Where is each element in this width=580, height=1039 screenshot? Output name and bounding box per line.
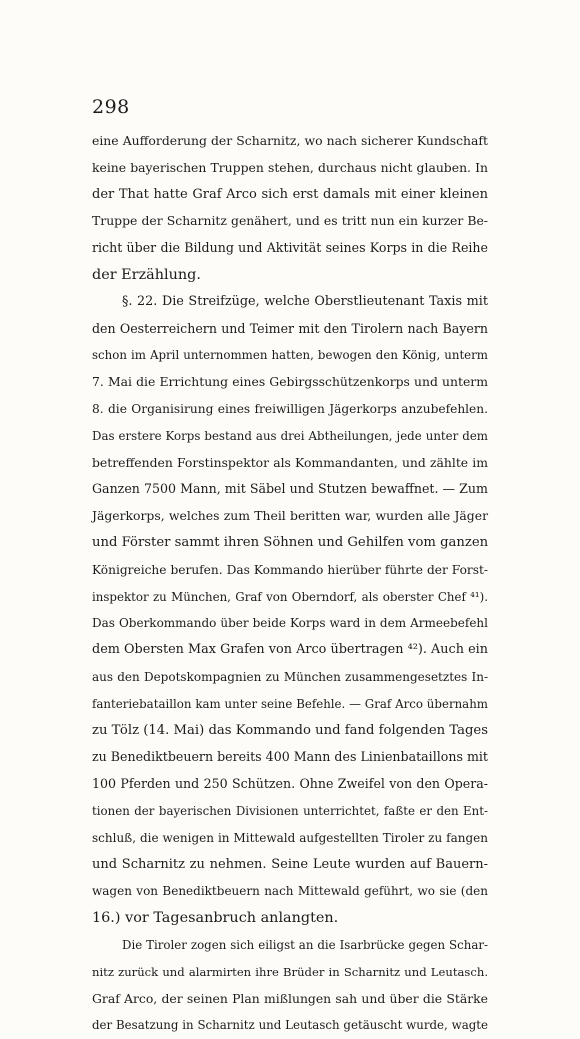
- text-line: 8. die Organisirung eines freiwilligen Jägerkorps anzubefehlen.: [92, 401, 488, 416]
- text-line: betreffenden Forstinspektor als Kommandanten, und zählte im: [92, 454, 488, 470]
- text-line: schluß, die wenigen in Mittewald aufgestellten Tiroler zu fangen: [92, 830, 488, 845]
- text-line: richt über die Bildung und Aktivität seines Korps in die Reihe: [92, 240, 488, 256]
- text-line: Jägerkorps, welches zum Theil beritten war, wurden alle Jäger: [92, 508, 488, 524]
- text-line: fanteriebataillon kam unter seine Befehle. — Graf Arco übernahm: [92, 696, 488, 711]
- text-line: Ganzen 7500 Mann, mit Säbel und Stutzen bewaffnet. — Zum: [92, 481, 488, 497]
- text-line: Das Oberkommando über beide Korps ward in dem Armeebefehl: [92, 616, 488, 631]
- text-line: zu Benediktbeuern bereits 400 Mann des Linienbataillons mit: [92, 749, 488, 765]
- section-heading-line: §. 22. Die Streifzüge, welche Oberstlieutenant Taxis mit: [122, 293, 488, 309]
- text-line: 100 Pferden und 250 Schützen. Ohne Zweifel von den Opera-: [92, 776, 488, 792]
- text-line: und Scharnitz zu nehmen. Seine Leute wurden auf Bauern-: [92, 856, 488, 872]
- page-number: 298: [92, 96, 130, 118]
- text-line: inspektor zu München, Graf von Oberndorf, als oberster Chef ⁴¹).: [92, 589, 488, 604]
- text-line: zu Tölz (14. Mai) das Kommando und fand folgenden Tages: [92, 722, 488, 738]
- text-line: nitz zurück und alarmirten ihre Brüder in Scharnitz und Leutasch.: [92, 964, 488, 979]
- text-line: der Erzählung.: [92, 266, 201, 283]
- text-line: eine Aufforderung der Scharnitz, wo nach sicherer Kundschaft: [92, 133, 488, 148]
- text-line: tionen der bayerischen Divisionen unterrichtet, faßte er den Ent-: [92, 803, 488, 818]
- text-line: der That hatte Graf Arco sich erst damals mit einer kleinen: [92, 186, 488, 202]
- text-line: den Oesterreichern und Teimer mit den Tirolern nach Bayern: [92, 320, 488, 336]
- text-line: dem Obersten Max Grafen von Arco übertragen ⁴²). Auch ein: [92, 642, 488, 658]
- text-line: keine bayerischen Truppen stehen, durchaus nicht glauben. In: [92, 159, 488, 175]
- text-line: wagen von Benediktbeuern nach Mittewald geführt, wo sie (den: [92, 884, 488, 899]
- text-line: Das erstere Korps bestand aus drei Abtheilungen, jede unter dem: [92, 428, 488, 443]
- text-line: und Förster sammt ihren Söhnen und Gehilfen vom ganzen: [92, 534, 489, 550]
- text-line: schon im April unternommen hatten, bewogen den König, unterm: [92, 348, 488, 363]
- text-line: 7. Mai die Errichtung eines Gebirgsschützenkorps und unterm: [92, 374, 488, 390]
- text-line: Truppe der Scharnitz genähert, und es tritt nun ein kurzer Be-: [92, 213, 488, 229]
- text-line: 16.) vor Tagesanbruch anlangten.: [92, 910, 339, 927]
- text-line: Königreiche berufen. Das Kommando hierüber führte der Forst-: [92, 562, 488, 577]
- text-line: Die Tiroler zogen sich eiligst an die Isarbrücke gegen Schar-: [122, 937, 488, 952]
- text-line: der Besatzung in Scharnitz und Leutasch getäuscht wurde, wagte: [92, 1018, 488, 1033]
- body-text: [92, 128, 488, 1039]
- text-line: aus den Depotskompagnien zu München zusammengesetztes In-: [92, 669, 488, 684]
- text-line: Graf Arco, der seinen Plan mißlungen sah und über die Stärke: [92, 990, 488, 1006]
